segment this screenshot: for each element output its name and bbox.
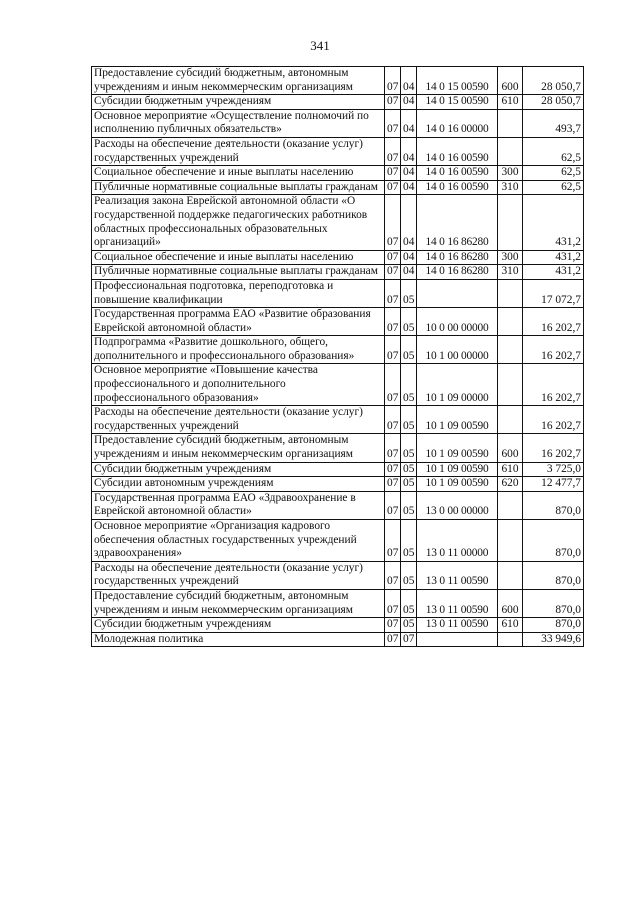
target-article-code-cell (417, 279, 498, 307)
target-article-code-cell: 10 1 09 00000 (417, 364, 498, 406)
expense-name-cell: Подпрограмма «Развитие дошкольного, общего, дополнительного и профессионального образования» (92, 336, 385, 364)
expense-name-cell: Субсидии бюджетным учреждениям (92, 618, 385, 633)
expense-type-code-cell: 600 (498, 589, 523, 617)
target-article-code-cell: 14 0 16 86280 (417, 250, 498, 265)
amount-cell: 16 202,7 (523, 364, 584, 406)
amount-cell: 870,0 (523, 491, 584, 519)
amount-cell: 12 477,7 (523, 477, 584, 492)
subsection-code-cell: 05 (401, 491, 417, 519)
expense-name-cell: Предоставление субсидий бюджетным, автономным учреждениям и иным некоммерческим организациям (92, 434, 385, 462)
target-article-code-cell: 13 0 00 00000 (417, 491, 498, 519)
subsection-code-cell: 04 (401, 67, 417, 95)
table-row (92, 477, 584, 492)
expense-name-cell: Государственная программа ЕАО «Развитие образования Еврейской автономной области» (92, 308, 385, 336)
expense-type-code-cell (498, 364, 523, 406)
section-code-cell: 07 (385, 618, 401, 633)
section-code-cell: 07 (385, 520, 401, 562)
table-row (92, 520, 584, 562)
expense-type-code-cell: 300 (498, 166, 523, 181)
budget-table-body (92, 67, 584, 647)
section-code-cell: 07 (385, 406, 401, 434)
amount-cell: 16 202,7 (523, 434, 584, 462)
table-row (92, 632, 584, 647)
amount-cell: 16 202,7 (523, 308, 584, 336)
target-article-code-cell: 10 1 09 00590 (417, 406, 498, 434)
expense-type-code-cell (498, 632, 523, 647)
expense-name-cell: Социальное обеспечение и иные выплаты населению (92, 250, 385, 265)
expense-name-cell: Субсидии бюджетным учреждениям (92, 462, 385, 477)
section-code-cell: 07 (385, 195, 401, 250)
section-code-cell: 07 (385, 434, 401, 462)
expense-type-code-cell: 300 (498, 250, 523, 265)
expense-name-cell: Основное мероприятие «Повышение качества профессионального и дополнительного профессионального образования» (92, 364, 385, 406)
expense-name-cell: Публичные нормативные социальные выплаты гражданам (92, 180, 385, 195)
target-article-code-cell: 10 1 00 00000 (417, 336, 498, 364)
expense-type-code-cell (498, 195, 523, 250)
expense-name-cell: Расходы на обеспечение деятельности (оказание услуг) государственных учреждений (92, 561, 385, 589)
amount-cell: 33 949,6 (523, 632, 584, 647)
budget-table (91, 66, 584, 647)
expense-name-cell: Реализация закона Еврейской автономной области «О государственной поддержке педагогических работников областных профессиональных образовательных организаций» (92, 195, 385, 250)
table-row (92, 336, 584, 364)
amount-cell: 870,0 (523, 561, 584, 589)
target-article-code-cell: 10 0 00 00000 (417, 308, 498, 336)
subsection-code-cell: 04 (401, 195, 417, 250)
expense-type-code-cell (498, 279, 523, 307)
subsection-code-cell: 05 (401, 520, 417, 562)
subsection-code-cell: 07 (401, 632, 417, 647)
table-row (92, 166, 584, 181)
amount-cell: 870,0 (523, 589, 584, 617)
section-code-cell: 07 (385, 589, 401, 617)
table-row (92, 308, 584, 336)
expense-type-code-cell (498, 406, 523, 434)
expense-name-cell: Профессиональная подготовка, переподготовка и повышение квалификации (92, 279, 385, 307)
subsection-code-cell: 04 (401, 95, 417, 110)
table-row (92, 491, 584, 519)
table-row (92, 67, 584, 95)
amount-cell: 62,5 (523, 137, 584, 165)
amount-cell: 870,0 (523, 520, 584, 562)
expense-type-code-cell: 310 (498, 180, 523, 195)
expense-name-cell: Основное мероприятие «Организация кадрового обеспечения областных государственных учреждений здравоохранения» (92, 520, 385, 562)
target-article-code-cell: 13 0 11 00000 (417, 520, 498, 562)
table-row (92, 364, 584, 406)
target-article-code-cell: 10 1 09 00590 (417, 434, 498, 462)
subsection-code-cell: 04 (401, 180, 417, 195)
subsection-code-cell: 05 (401, 618, 417, 633)
expense-type-code-cell: 610 (498, 462, 523, 477)
expense-type-code-cell: 600 (498, 67, 523, 95)
subsection-code-cell: 05 (401, 589, 417, 617)
amount-cell: 493,7 (523, 109, 584, 137)
target-article-code-cell: 14 0 15 00590 (417, 95, 498, 110)
section-code-cell: 07 (385, 561, 401, 589)
section-code-cell: 07 (385, 632, 401, 647)
expense-type-code-cell: 310 (498, 265, 523, 280)
expense-name-cell: Молодежная политика (92, 632, 385, 647)
expense-name-cell: Расходы на обеспечение деятельности (оказание услуг) государственных учреждений (92, 137, 385, 165)
expense-type-code-cell (498, 520, 523, 562)
section-code-cell: 07 (385, 491, 401, 519)
amount-cell: 62,5 (523, 180, 584, 195)
expense-type-code-cell (498, 308, 523, 336)
expense-type-code-cell: 610 (498, 95, 523, 110)
section-code-cell: 07 (385, 477, 401, 492)
amount-cell: 28 050,7 (523, 67, 584, 95)
amount-cell: 3 725,0 (523, 462, 584, 477)
target-article-code-cell: 14 0 16 86280 (417, 265, 498, 280)
table-row (92, 95, 584, 110)
expense-type-code-cell: 600 (498, 434, 523, 462)
section-code-cell: 07 (385, 166, 401, 181)
section-code-cell: 07 (385, 364, 401, 406)
amount-cell: 28 050,7 (523, 95, 584, 110)
target-article-code-cell: 13 0 11 00590 (417, 589, 498, 617)
expense-type-code-cell (498, 491, 523, 519)
amount-cell: 62,5 (523, 166, 584, 181)
table-row (92, 265, 584, 280)
section-code-cell: 07 (385, 109, 401, 137)
table-row (92, 250, 584, 265)
target-article-code-cell: 14 0 16 86280 (417, 195, 498, 250)
expense-type-code-cell (498, 109, 523, 137)
table-row (92, 406, 584, 434)
expense-name-cell: Расходы на обеспечение деятельности (оказание услуг) государственных учреждений (92, 406, 385, 434)
subsection-code-cell: 04 (401, 109, 417, 137)
section-code-cell: 07 (385, 250, 401, 265)
subsection-code-cell: 05 (401, 364, 417, 406)
table-row (92, 109, 584, 137)
subsection-code-cell: 04 (401, 265, 417, 280)
table-row (92, 589, 584, 617)
table-row (92, 618, 584, 633)
subsection-code-cell: 04 (401, 137, 417, 165)
target-article-code-cell: 13 0 11 00590 (417, 618, 498, 633)
subsection-code-cell: 04 (401, 166, 417, 181)
section-code-cell: 07 (385, 279, 401, 307)
subsection-code-cell: 05 (401, 462, 417, 477)
subsection-code-cell: 05 (401, 434, 417, 462)
target-article-code-cell: 14 0 15 00590 (417, 67, 498, 95)
page-number: 341 (310, 38, 330, 53)
expense-name-cell: Субсидии бюджетным учреждениям (92, 95, 385, 110)
expense-name-cell: Основное мероприятие «Осуществление полномочий по исполнению публичных обязательств» (92, 109, 385, 137)
table-row (92, 195, 584, 250)
target-article-code-cell (417, 632, 498, 647)
target-article-code-cell: 14 0 16 00590 (417, 166, 498, 181)
subsection-code-cell: 04 (401, 250, 417, 265)
section-code-cell: 07 (385, 67, 401, 95)
table-row (92, 180, 584, 195)
table-row (92, 137, 584, 165)
amount-cell: 16 202,7 (523, 336, 584, 364)
target-article-code-cell: 14 0 16 00590 (417, 137, 498, 165)
section-code-cell: 07 (385, 265, 401, 280)
subsection-code-cell: 05 (401, 477, 417, 492)
subsection-code-cell: 05 (401, 336, 417, 364)
subsection-code-cell: 05 (401, 279, 417, 307)
section-code-cell: 07 (385, 308, 401, 336)
section-code-cell: 07 (385, 336, 401, 364)
section-code-cell: 07 (385, 180, 401, 195)
target-article-code-cell: 10 1 09 00590 (417, 462, 498, 477)
table-row (92, 462, 584, 477)
expense-name-cell: Предоставление субсидий бюджетным, автономным учреждениям и иным некоммерческим организациям (92, 589, 385, 617)
amount-cell: 431,2 (523, 195, 584, 250)
target-article-code-cell: 10 1 09 00590 (417, 477, 498, 492)
target-article-code-cell: 14 0 16 00000 (417, 109, 498, 137)
table-row (92, 434, 584, 462)
subsection-code-cell: 05 (401, 308, 417, 336)
section-code-cell: 07 (385, 95, 401, 110)
expense-name-cell: Социальное обеспечение и иные выплаты населению (92, 166, 385, 181)
amount-cell: 431,2 (523, 265, 584, 280)
amount-cell: 16 202,7 (523, 406, 584, 434)
table-row (92, 279, 584, 307)
expense-type-code-cell: 610 (498, 618, 523, 633)
expense-type-code-cell (498, 137, 523, 165)
expense-name-cell: Предоставление субсидий бюджетным, автономным учреждениям и иным некоммерческим организациям (92, 67, 385, 95)
expense-name-cell: Субсидии автономным учреждениям (92, 477, 385, 492)
subsection-code-cell: 05 (401, 561, 417, 589)
target-article-code-cell: 13 0 11 00590 (417, 561, 498, 589)
amount-cell: 870,0 (523, 618, 584, 633)
section-code-cell: 07 (385, 462, 401, 477)
expense-type-code-cell: 620 (498, 477, 523, 492)
expense-type-code-cell (498, 336, 523, 364)
expense-name-cell: Публичные нормативные социальные выплаты гражданам (92, 265, 385, 280)
section-code-cell: 07 (385, 137, 401, 165)
table-row (92, 561, 584, 589)
amount-cell: 17 072,7 (523, 279, 584, 307)
subsection-code-cell: 05 (401, 406, 417, 434)
target-article-code-cell: 14 0 16 00590 (417, 180, 498, 195)
amount-cell: 431,2 (523, 250, 584, 265)
expense-type-code-cell (498, 561, 523, 589)
expense-name-cell: Государственная программа ЕАО «Здравоохранение в Еврейской автономной области» (92, 491, 385, 519)
